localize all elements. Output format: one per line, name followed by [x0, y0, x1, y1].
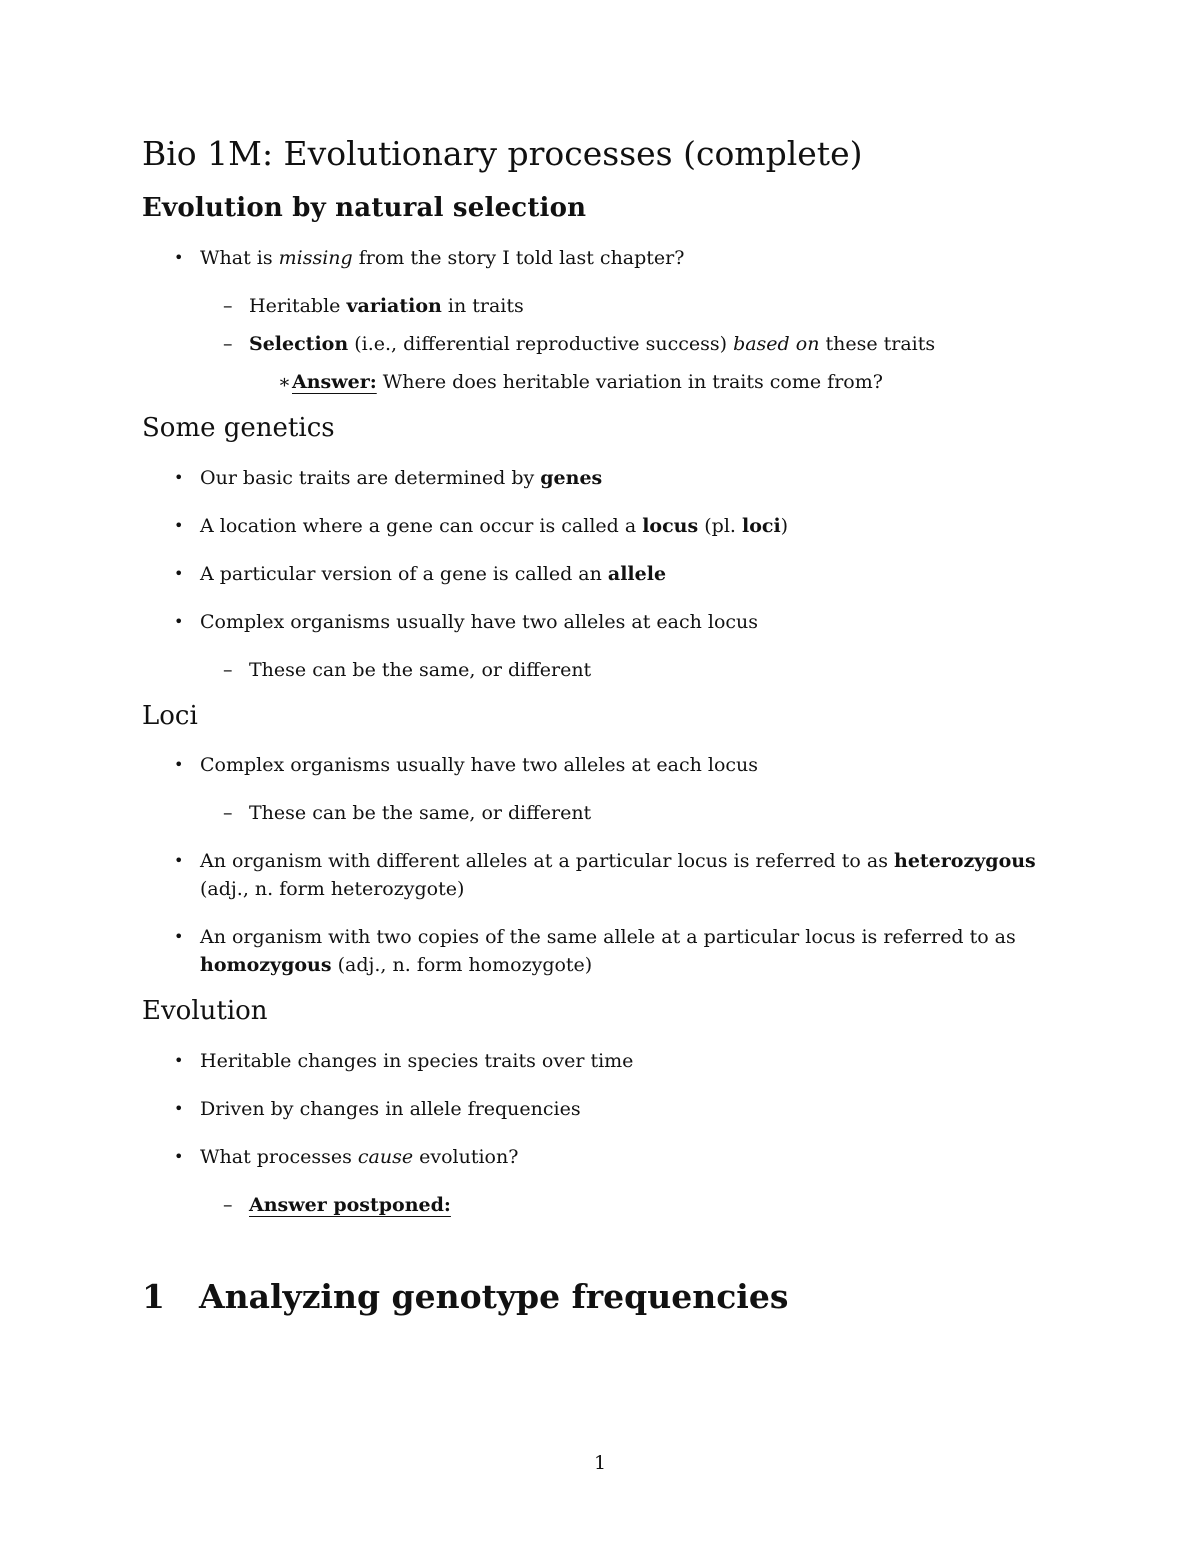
bullet-allele-frequencies: • Driven by changes in allele frequencies: [200, 1095, 581, 1123]
heading-natural-selection: Evolution by natural selection: [142, 193, 587, 223]
subitem-selection: – Selection (i.e., differential reproductive success) based on these traits: [249, 330, 935, 358]
bullet-homozygous-cont: homozygous (adj., n. form homozygote): [200, 954, 593, 976]
document-title: Bio 1M: Evolutionary processes (complete): [142, 134, 863, 173]
section-number: 1: [142, 1277, 165, 1316]
bullet-heterozygous-cont: (adj., n. form heterozygote): [200, 878, 465, 900]
dash-marker: –: [223, 333, 233, 355]
subitem-answer-postponed: – Answer postponed:: [249, 1191, 451, 1219]
dash-marker: –: [223, 1194, 233, 1216]
bullet-two-alleles-loci: • Complex organisms usually have two alleles at each locus: [200, 751, 758, 779]
bullet-cause-evolution: • What processes cause evolution?: [200, 1143, 518, 1171]
bullet-heritable-changes: • Heritable changes in species traits over time: [200, 1047, 633, 1075]
dash-marker: –: [223, 659, 233, 681]
subitem-same-or-different: – These can be the same, or different: [249, 656, 591, 684]
bullet-two-alleles: • Complex organisms usually have two alleles at each locus: [200, 608, 758, 636]
bullet-marker: •: [174, 1051, 184, 1070]
star-marker: ∗: [278, 371, 291, 393]
subitem-variation: – Heritable variation in traits: [249, 292, 524, 320]
heading-loci: Loci: [142, 701, 198, 731]
dash-marker: –: [223, 295, 233, 317]
bullet-heterozygous: • An organism with different alleles at a particular locus is referred to as heterozygous: [200, 847, 1036, 875]
bullet-marker: •: [174, 1099, 184, 1118]
subsubitem-answer: ∗ Answer: Where does heritable variation in traits come from?: [292, 368, 883, 396]
bullet-homozygous: • An organism with two copies of the same allele at a particular locus is referred to as: [200, 923, 1016, 951]
bullet-marker: •: [174, 516, 184, 535]
bullet-marker: •: [174, 755, 184, 774]
bullet-locus: • A location where a gene can occur is called a locus (pl. loci): [200, 512, 788, 540]
heading-evolution: Evolution: [142, 996, 268, 1026]
bullet-marker: •: [174, 612, 184, 631]
bullet-marker: •: [174, 851, 184, 870]
bullet-missing: • What is missing from the story I told last chapter?: [200, 244, 684, 272]
section-heading-genotype-frequencies: [142, 1277, 788, 1316]
bullet-allele: • A particular version of a gene is called an allele: [200, 560, 666, 588]
page-number: 1: [593, 1452, 607, 1474]
bullet-marker: •: [174, 1147, 184, 1166]
bullet-marker: •: [174, 248, 184, 267]
bullet-marker: •: [174, 927, 184, 946]
section-title: Analyzing genotype frequencies: [199, 1277, 789, 1316]
bullet-marker: •: [174, 564, 184, 583]
bullet-marker: •: [174, 468, 184, 487]
heading-some-genetics: Some genetics: [142, 413, 335, 443]
dash-marker: –: [223, 802, 233, 824]
subitem-same-or-different-loci: – These can be the same, or different: [249, 799, 591, 827]
bullet-genes: • Our basic traits are determined by genes: [200, 464, 602, 492]
